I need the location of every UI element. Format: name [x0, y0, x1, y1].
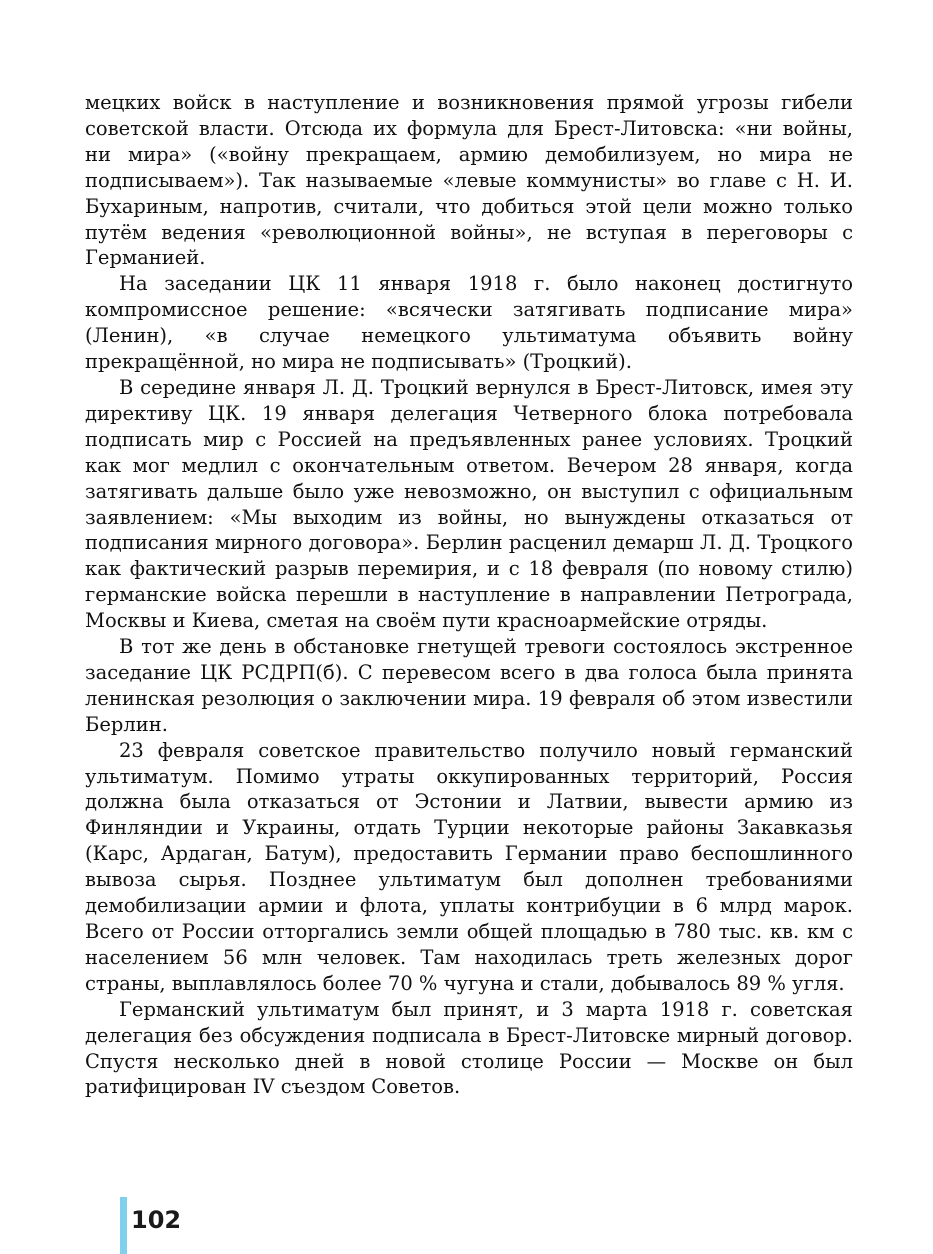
paragraph-continuation: мецких войск в наступление и возникновения прямой угрозы гибели советской власти. Отсюда их формула для Брест-Литовска: «ни войны, ни мира» («войну прекращаем, армию демобилизуем, но мира не подписываем»). Так называемые «левые коммунисты» во главе с Н. И. Бухариным, напротив, считали, что добиться этой цели можно только путём ведения «революционной войны», не вступая в переговоры с Германией. — [85, 91, 853, 270]
paragraph: На заседании ЦК 11 января 1918 г. было наконец достигнуто компромиссное решение: «всячески затягивать подписание мира» (Ленин), «в случае немецкого ультиматума объявить войну прекращённой, но мира не подписывать» (Троцкий). — [85, 272, 853, 374]
page-number-accent-strip — [120, 1197, 127, 1254]
paragraph: 23 февраля советское правительство получило новый германский ультиматум. Помимо утраты оккупированных территорий, Россия должна была отказаться от Эстонии и Латвии, вывести армию из Финляндии и Украины, отдать Турции некоторые районы Закавказья (Карс, Ардаган, Батум), предоставить Германии право беспошлинного вывоза сырья. Позднее ультиматум был дополнен требованиями демобилизации армии и флота, уплаты контрибуции в 6 млрд марок. Всего от России отторгались земли общей площадью в 780 тыс. кв. км с населением 56 млн человек. Там находилась треть железных дорог страны, выплавлялось более 70 % чугуна и стали, добывалось 89 % угля. — [85, 738, 853, 995]
paragraph: В тот же день в обстановке гнетущей тревоги состоялось экстренное заседание ЦК РСДРП(б). С перевесом всего в два голоса была принята ленинская резолюция о заключении мира. 19 февраля об этом известили Берлин. — [85, 635, 853, 736]
page-number: 102 — [131, 1206, 182, 1234]
body-text — [85, 90, 853, 1100]
paragraph: Германский ультиматум был принят, и 3 марта 1918 г. советская делегация без обсуждения подписала в Брест-Литовске мирный договор. Спустя несколько дней в новой столице России — Москве он был ратифицирован IV съездом Советов. — [85, 997, 853, 1099]
paragraph: В середине января Л. Д. Троцкий вернулся в Брест-Литовск, имея эту директиву ЦК. 19 января делегация Четверного блока потребовала подписать мир с Россией на предъявленных ранее условиях. Троцкий как мог медлил с окончательным ответом. Вечером 28 января, когда затягивать дальше было уже невозможно, он выступил с официальным заявлением: «Мы выходим из войны, но вынуждены отказаться от подписания мирного договора». Берлин расценил демарш Л. Д. Троцкого как фактический разрыв перемирия, и с 18 февраля (по новому стилю) германские войска перешли в наступление в направлении Петрограда, Москвы и Киева, сметая на своём пути красноармейские отряды. — [85, 375, 853, 633]
